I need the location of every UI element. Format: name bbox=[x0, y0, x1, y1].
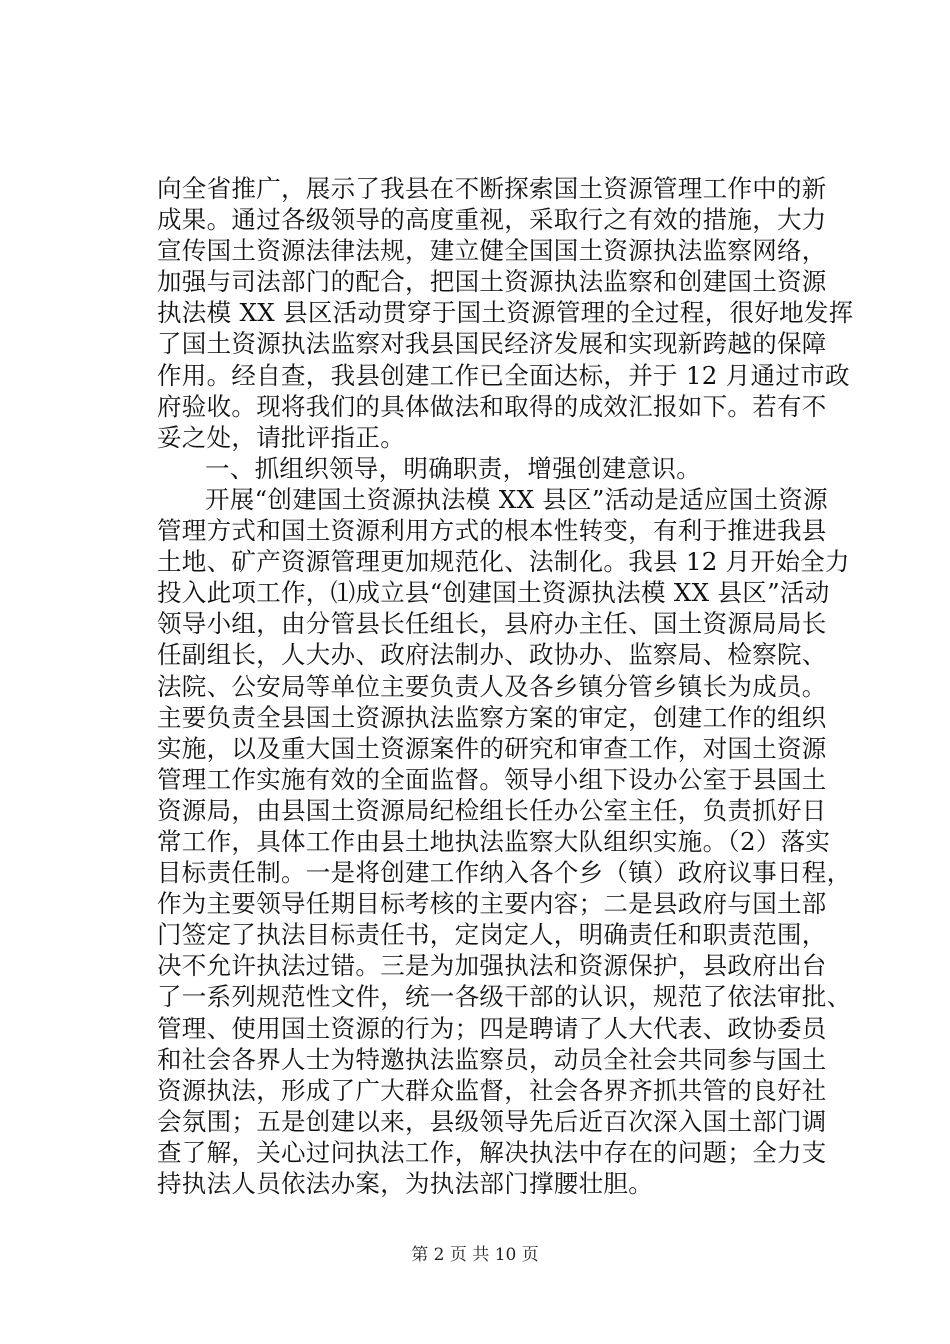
text-line: 一、抓组织领导，明确职责，增强创建意识。 bbox=[205, 453, 701, 483]
text-line: 目标责任制。一是将创建工作纳入各个乡（镇）政府议事日程， bbox=[157, 858, 852, 888]
text-line: 查了解，关心过问执法工作，解决执法中存在的问题；全力支 bbox=[157, 1137, 827, 1167]
text-line: 成果。通过各级领导的高度重视，采取行之有效的措施，大力 bbox=[157, 205, 827, 235]
text-line: 领导小组，由分管县长任组长，县府办主任、国土资源局局长 bbox=[157, 609, 827, 639]
text-line: 管理方式和国土资源利用方式的根本性转变，有利于推进我县 bbox=[157, 516, 827, 546]
text-line: 持执法人员依法办案，为执法部门撑腰壮胆。 bbox=[157, 1169, 653, 1198]
text-line: 了国土资源执法监察对我县国民经济发展和实现新跨越的保障 bbox=[157, 329, 827, 359]
text-line: 作用。经自查，我县创建工作已全面达标，并于 12 月通过市政 bbox=[157, 360, 850, 390]
text-line: 了一系列规范性文件，统一各级干部的认识，规范了依法审批、 bbox=[157, 982, 852, 1012]
text-line: 任副组长，人大办、政府法制办、政协办、监察局、检察院、 bbox=[157, 640, 827, 670]
text-line: 实施，以及重大国土资源案件的研究和审查工作，对国土资源 bbox=[157, 733, 827, 763]
text-line: 加强与司法部门的配合，把国土资源执法监察和创建国土资源 bbox=[157, 267, 827, 297]
text-line: 投入此项工作，⑴成立县“创建国土资源执法模 XX 县区”活动 bbox=[157, 578, 830, 608]
text-line: 常工作，具体工作由县土地执法监察大队组织实施。（2）落实 bbox=[157, 826, 831, 856]
text-line: 开展“创建国土资源执法模 XX 县区”活动是适应国土资源 bbox=[205, 484, 828, 514]
text-line: 资源局，由县国土资源局纪检组长任办公室主任，负责抓好日 bbox=[157, 795, 827, 825]
text-line: 妥之处，请批评指正。 bbox=[157, 422, 405, 452]
text-line: 府验收。现将我们的具体做法和取得的成效汇报如下。若有不 bbox=[157, 391, 827, 421]
text-line: 法院、公安局等单位主要负责人及各乡镇分管乡镇长为成员。 bbox=[157, 671, 827, 701]
text-line: 管理、使用国土资源的行为；四是聘请了人大代表、政协委员 bbox=[157, 1013, 827, 1043]
text-line: 决不允许执法过错。三是为加强执法和资源保护，县政府出台 bbox=[157, 951, 827, 981]
text-line: 土地、矿产资源管理更加规范化、法制化。我县 12 月开始全力 bbox=[157, 547, 850, 577]
text-line: 主要负责全县国土资源执法监察方案的审定，创建工作的组织 bbox=[157, 702, 827, 732]
page-number-footer: 第 2 页 共 10 页 bbox=[411, 1245, 539, 1265]
text-line: 管理工作实施有效的全面监督。领导小组下设办公室于县国土 bbox=[157, 764, 827, 794]
document-body bbox=[157, 173, 854, 1199]
text-line: 和社会各界人士为特邀执法监察员，动员全社会共同参与国土 bbox=[157, 1044, 827, 1074]
text-line: 会氛围；五是创建以来，县级领导先后近百次深入国土部门调 bbox=[157, 1106, 827, 1136]
text-line: 宣传国土资源法律法规，建立健全国国土资源执法监察网络， bbox=[157, 236, 827, 266]
text-line: 执法模 XX 县区活动贯穿于国土资源管理的全过程，很好地发挥 bbox=[157, 298, 854, 328]
text-line: 资源执法，形成了广大群众监督，社会各界齐抓共管的良好社 bbox=[157, 1075, 827, 1105]
text-line: 作为主要领导任期目标考核的主要内容；二是县政府与国土部 bbox=[157, 889, 827, 919]
text-line: 向全省推广，展示了我县在不断探索国土资源管理工作中的新 bbox=[157, 174, 827, 203]
text-line: 门签定了执法目标责任书，定岗定人，明确责任和职责范围， bbox=[157, 920, 827, 950]
